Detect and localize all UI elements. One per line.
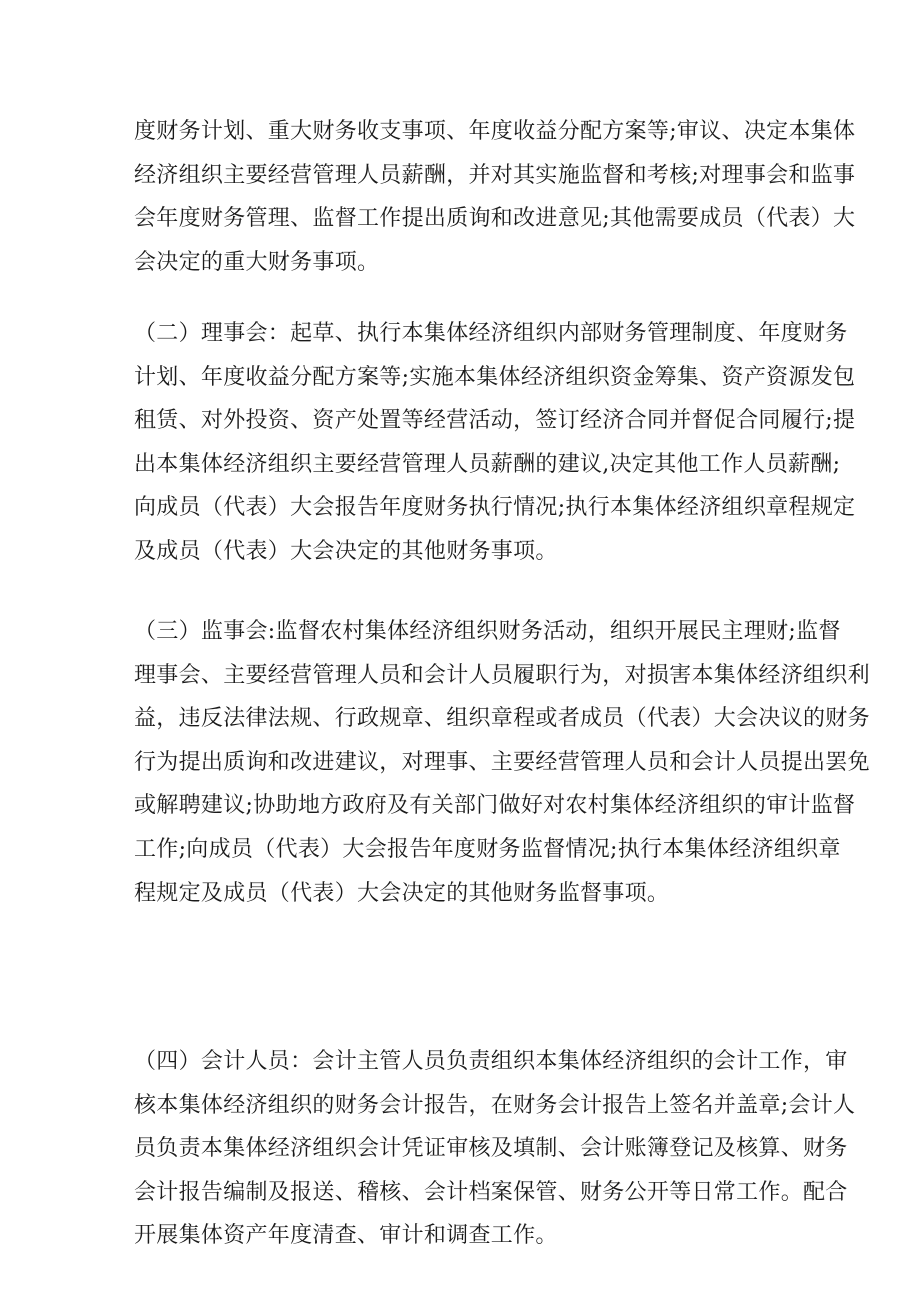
paragraph-line: 租赁、对外投资、资产处置等经营活动，签订经济合同并督促合同履行;提: [134, 408, 856, 434]
paragraph-line: 工作;向成员（代表）大会报告年度财务监督情况;执行本集体经济组织章: [134, 836, 841, 862]
paragraph-line: （二）理事会：起草、执行本集体经济组织内部财务管理制度、年度财务: [134, 321, 848, 346]
paragraph-line: 开展集体资产年度清查、审计和调查工作。: [134, 1223, 558, 1249]
paragraph-line: 行为提出质询和改进建议，对理事、主要经营管理人员和会计人员提出罢免: [134, 749, 870, 775]
paragraph-line: 会决定的重大财务事项。: [134, 249, 380, 275]
paragraph-line: 度财务计划、重大财务收支事项、年度收益分配方案等;审议、决定本集体: [134, 119, 856, 144]
paragraph-continuation: [134, 110, 856, 284]
paragraph-line: 或解聘建议;协助地方政府及有关部门做好对农村集体经济组织的审计监督: [134, 793, 856, 819]
paragraph-board-of-directors: [134, 312, 856, 574]
paragraph-line: 出本集体经济组织主要经营管理人员薪酬的建议,决定其他工作人员薪酬;: [134, 451, 841, 477]
paragraph-line: 及成员（代表）大会决定的其他财务事项。: [134, 538, 558, 564]
paragraph-line: 员负责本集体经济组织会计凭证审核及填制、会计账簿登记及核算、财务: [134, 1136, 848, 1162]
paragraph-line: 理事会、主要经营管理人员和会计人员履职行为，对损害本集体经济组织利: [134, 662, 870, 688]
paragraph-line: （三）监事会:监督农村集体经济组织财务活动，组织开展民主理财;监督: [134, 619, 841, 644]
paragraph-line: 会计报告编制及报送、稽核、会计档案保管、财务公开等日常工作。配合: [134, 1179, 848, 1205]
paragraph-line: 计划、年度收益分配方案等;实施本集体经济组织资金筹集、资产资源发包: [134, 364, 856, 390]
paragraph-board-of-supervisors: [134, 610, 870, 915]
paragraph-line: 益，违反法律法规、行政规章、组织章程或者成员（代表）大会决议的财务: [134, 706, 870, 732]
paragraph-line: 程规定及成员（代表）大会决定的其他财务监督事项。: [134, 880, 670, 906]
paragraph-line: 核本集体经济组织的财务会计报告，在财务会计报告上签名并盖章;会计人: [134, 1092, 856, 1118]
paragraph-accounting-staff: [134, 1040, 856, 1258]
paragraph-line: （四）会计人员：会计主管人员负责组织本集体经济组织的会计工作，审: [134, 1049, 848, 1074]
paragraph-line: 向成员（代表）大会报告年度财务执行情况;执行本集体经济组织章程规定: [134, 495, 856, 521]
paragraph-line: 经济组织主要经营管理人员薪酬，并对其实施监督和考核;对理事会和监事: [134, 162, 856, 188]
paragraph-line: 会年度财务管理、监督工作提出质询和改进意见;其他需要成员（代表）大: [134, 206, 856, 232]
